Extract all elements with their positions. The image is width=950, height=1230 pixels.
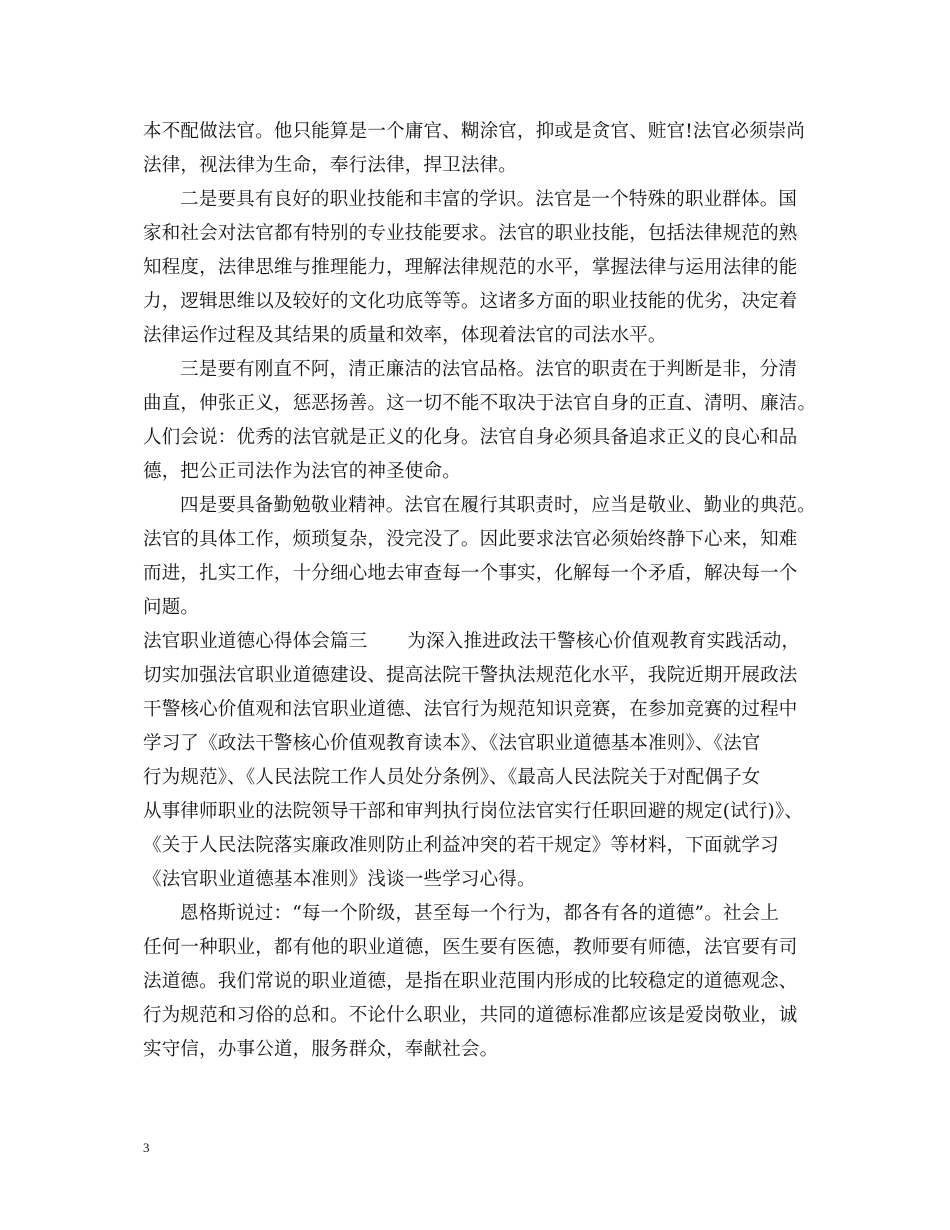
text-line: 问题。 xyxy=(143,597,200,618)
text-line: 干警核心价值观和法官职业道德、法官行为规范知识竞赛，在参加竞赛的过程中 xyxy=(143,699,798,720)
text-line: 法律，视法律为生命，奉行法律，捍卫法律。 xyxy=(143,155,518,176)
text-line: 《关于人民法院落实廉政准则防止利益冲突的若干规定》等材料，下面就学习 xyxy=(143,835,779,856)
text-line: 家和社会对法官都有特别的专业技能要求。法官的职业技能，包括法律规范的熟 xyxy=(143,223,798,244)
text-line: 人们会说：优秀的法官就是正义的化身。法官自身必须具备追求正义的良心和品 xyxy=(143,427,798,448)
text-line: 行为规范》、《人民法院工作人员处分条例》、《最高人民法院关于对配偶子女 xyxy=(143,767,761,788)
text-line: 切实加强法官职业道德建设、提高法院干警执法规范化水平，我院近期开展政法 xyxy=(143,665,798,686)
section-heading-line xyxy=(143,630,800,654)
text-line: 而进，扎实工作，十分细心地去审查每一个事实，化解每一个矛盾，解决每一个 xyxy=(143,563,798,584)
text-line: 任何一种职业，都有他的职业道德，医生要有医德，教师要有师德，法官要有司 xyxy=(143,937,798,958)
section-heading: 法官职业道德心得体会篇三 xyxy=(143,631,368,652)
paragraph-start: 四是要具备勤勉敬业精神。法官在履行其职责时，应当是敬业、勤业的典范。 xyxy=(180,495,816,516)
text-line: 实守信，办事公道，服务群众，奉献社会。 xyxy=(143,1039,499,1060)
text-line: 法律运作过程及其结果的质量和效率，体现着法官的司法水平。 xyxy=(143,325,667,346)
text-line: 学习了《政法干警核心价值观教育读本》、《法官职业道德基本准则》、《法官 xyxy=(143,733,761,754)
text-line: 行为规范和习俗的总和。不论什么职业，共同的道德标准都应该是爱岗敬业，诚 xyxy=(143,1005,798,1026)
text-line: 本不配做法官。他只能算是一个庸官、糊涂官，抑或是贪官、赃官!法官必须崇尚 xyxy=(143,121,806,142)
page-number: 3 xyxy=(143,1140,150,1155)
text-line: 为深入推进政法干警核心价值观教育实践活动， xyxy=(407,631,801,652)
text-line: 力，逻辑思维以及较好的文化功底等等。这诸多方面的职业技能的优劣，决定着 xyxy=(143,291,798,312)
text-line: 法道德。我们常说的职业道德，是指在职业范围内形成的比较稳定的道德观念、 xyxy=(143,971,798,992)
text-line: 知程度，法律思维与推理能力，理解法律规范的水平，掌握法律与运用法律的能 xyxy=(143,257,798,278)
text-line: 《法官职业道德基本准则》浅谈一些学习心得。 xyxy=(143,869,536,890)
text-line: 法官的具体工作，烦琐复杂，没完没了。因此要求法官必须始终静下心来，知难 xyxy=(143,529,798,550)
text-line: 德，把公正司法作为法官的神圣使命。 xyxy=(143,461,461,482)
paragraph-start: 二是要具有良好的职业技能和丰富的学识。法官是一个特殊的职业群体。国 xyxy=(180,189,798,210)
text-line: 从事律师职业的法院领导干部和审判执行岗位法官实行任职回避的规定(试行)》、 xyxy=(143,801,804,822)
paragraph-start: 恩格斯说过：“每一个阶级，甚至每一个行为，都各有各的道德”。社会上 xyxy=(180,903,780,924)
paragraph-start: 三是要有刚直不阿，清正廉洁的法官品格。法官的职责在于判断是非，分清 xyxy=(180,359,798,380)
text-line: 曲直，伸张正义，惩恶扬善。这一切不能不取决于法官自身的正直、清明、廉洁。 xyxy=(143,393,817,414)
